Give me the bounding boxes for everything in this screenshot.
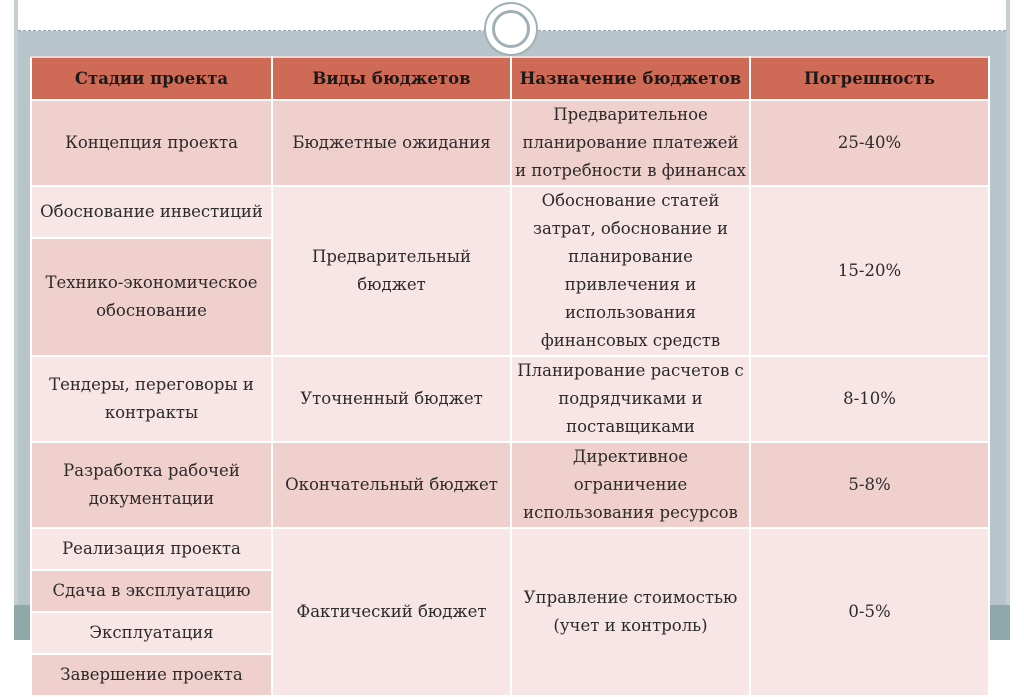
stage-cell: Эксплуатация: [31, 612, 272, 654]
decorative-circle-icon: [484, 2, 538, 56]
error-cell: 15-20%: [750, 186, 989, 356]
budget-cell: Окончательный бюджет: [272, 442, 511, 528]
header-error-margin: Погрешность: [750, 57, 989, 100]
header-stages: Стадии проекта: [31, 57, 272, 100]
purpose-cell: Планирование расчетов с подрядчиками и поставщиками: [511, 356, 750, 442]
error-cell: 0-5%: [750, 528, 989, 696]
stage-cell: Технико-экономическое обоснование: [31, 238, 272, 356]
budget-cell: Бюджетные ожидания: [272, 100, 511, 186]
budget-cell: Фактический бюджет: [272, 528, 511, 696]
budget-cell: Предварительный бюджет: [272, 186, 511, 356]
table-row: [31, 186, 989, 238]
error-cell: 25-40%: [750, 100, 989, 186]
error-cell: 8-10%: [750, 356, 989, 442]
slide-frame-right: [1006, 0, 1010, 640]
header-budget-types: Виды бюджетов: [272, 57, 511, 100]
stage-cell: Обоснование инвестиций: [31, 186, 272, 238]
purpose-cell: Предварительное планирование платежей и потребности в финансах: [511, 100, 750, 186]
stage-cell: Реализация проекта: [31, 528, 272, 570]
stage-cell: Тендеры, переговоры и контракты: [31, 356, 272, 442]
stage-cell: Концепция проекта: [31, 100, 272, 186]
table-row: [31, 100, 989, 186]
budget-table: [30, 56, 990, 697]
stage-cell: Сдача в эксплуатацию: [31, 570, 272, 612]
table-row: [31, 442, 989, 528]
budget-table-container: [30, 56, 990, 697]
purpose-cell: Управление стоимостью (учет и контроль): [511, 528, 750, 696]
table-header-row: [31, 57, 989, 100]
purpose-cell: Директивное ограничение использования ресурсов: [511, 442, 750, 528]
table-row: [31, 528, 989, 570]
budget-cell: Уточненный бюджет: [272, 356, 511, 442]
stage-cell: Разработка рабочей документации: [31, 442, 272, 528]
purpose-cell: Обоснование статей затрат, обоснование и планирование привлечения и использования финансовых средств: [511, 186, 750, 356]
header-budget-purpose: Назначение бюджетов: [511, 57, 750, 100]
table-row: [31, 356, 989, 442]
stage-cell: Завершение проекта: [31, 654, 272, 696]
error-cell: 5-8%: [750, 442, 989, 528]
